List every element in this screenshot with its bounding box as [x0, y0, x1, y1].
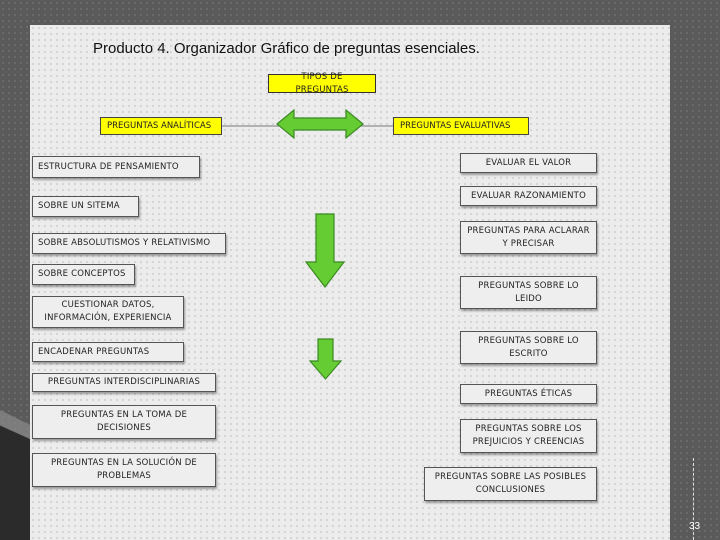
left-item: PREGUNTAS EN LA SOLUCIÓN DE PROBLEMAS: [32, 453, 216, 487]
analytic-questions-header: PREGUNTAS ANALÍTICAS: [100, 117, 222, 135]
left-item: ENCADENAR PREGUNTAS: [32, 342, 184, 362]
right-item: PREGUNTAS SOBRE LAS POSIBLES CONCLUSIONES: [424, 467, 597, 501]
evaluative-questions-header: PREGUNTAS EVALUATIVAS: [393, 117, 529, 135]
left-item: SOBRE ABSOLUTISMOS Y RELATIVISMO: [32, 233, 226, 254]
left-item: ESTRUCTURA DE PENSAMIENTO: [32, 156, 200, 178]
right-item: EVALUAR RAZONAMIENTO: [460, 186, 597, 206]
right-item: PREGUNTAS PARA ACLARAR Y PRECISAR: [460, 221, 597, 254]
right-item: PREGUNTAS SOBRE LO LEIDO: [460, 276, 597, 309]
right-item: EVALUAR EL VALOR: [460, 153, 597, 173]
types-of-questions-box: TIPOS DE PREGUNTAS: [268, 74, 376, 93]
down-arrow-large-icon: [306, 214, 344, 287]
right-item: PREGUNTAS SOBRE LOS PREJUICIOS Y CREENCIAS: [460, 419, 597, 453]
right-item: PREGUNTAS SOBRE LO ESCRITO: [460, 331, 597, 364]
slide-title: Producto 4. Organizador Gráfico de preguntas esenciales.: [93, 40, 480, 57]
down-arrow-small-icon: [310, 339, 341, 379]
right-item: PREGUNTAS ÉTICAS: [460, 384, 597, 404]
left-item: SOBRE CONCEPTOS: [32, 264, 135, 285]
left-item: CUESTIONAR DATOS, INFORMACIÓN, EXPERIENCIA: [32, 296, 184, 328]
left-item: PREGUNTAS EN LA TOMA DE DECISIONES: [32, 405, 216, 439]
double-arrow-icon: [277, 110, 363, 138]
left-item: SOBRE UN SITEMA: [32, 196, 139, 217]
slide-number: 33: [689, 521, 701, 532]
left-item: PREGUNTAS INTERDISCIPLINARIAS: [32, 373, 216, 392]
